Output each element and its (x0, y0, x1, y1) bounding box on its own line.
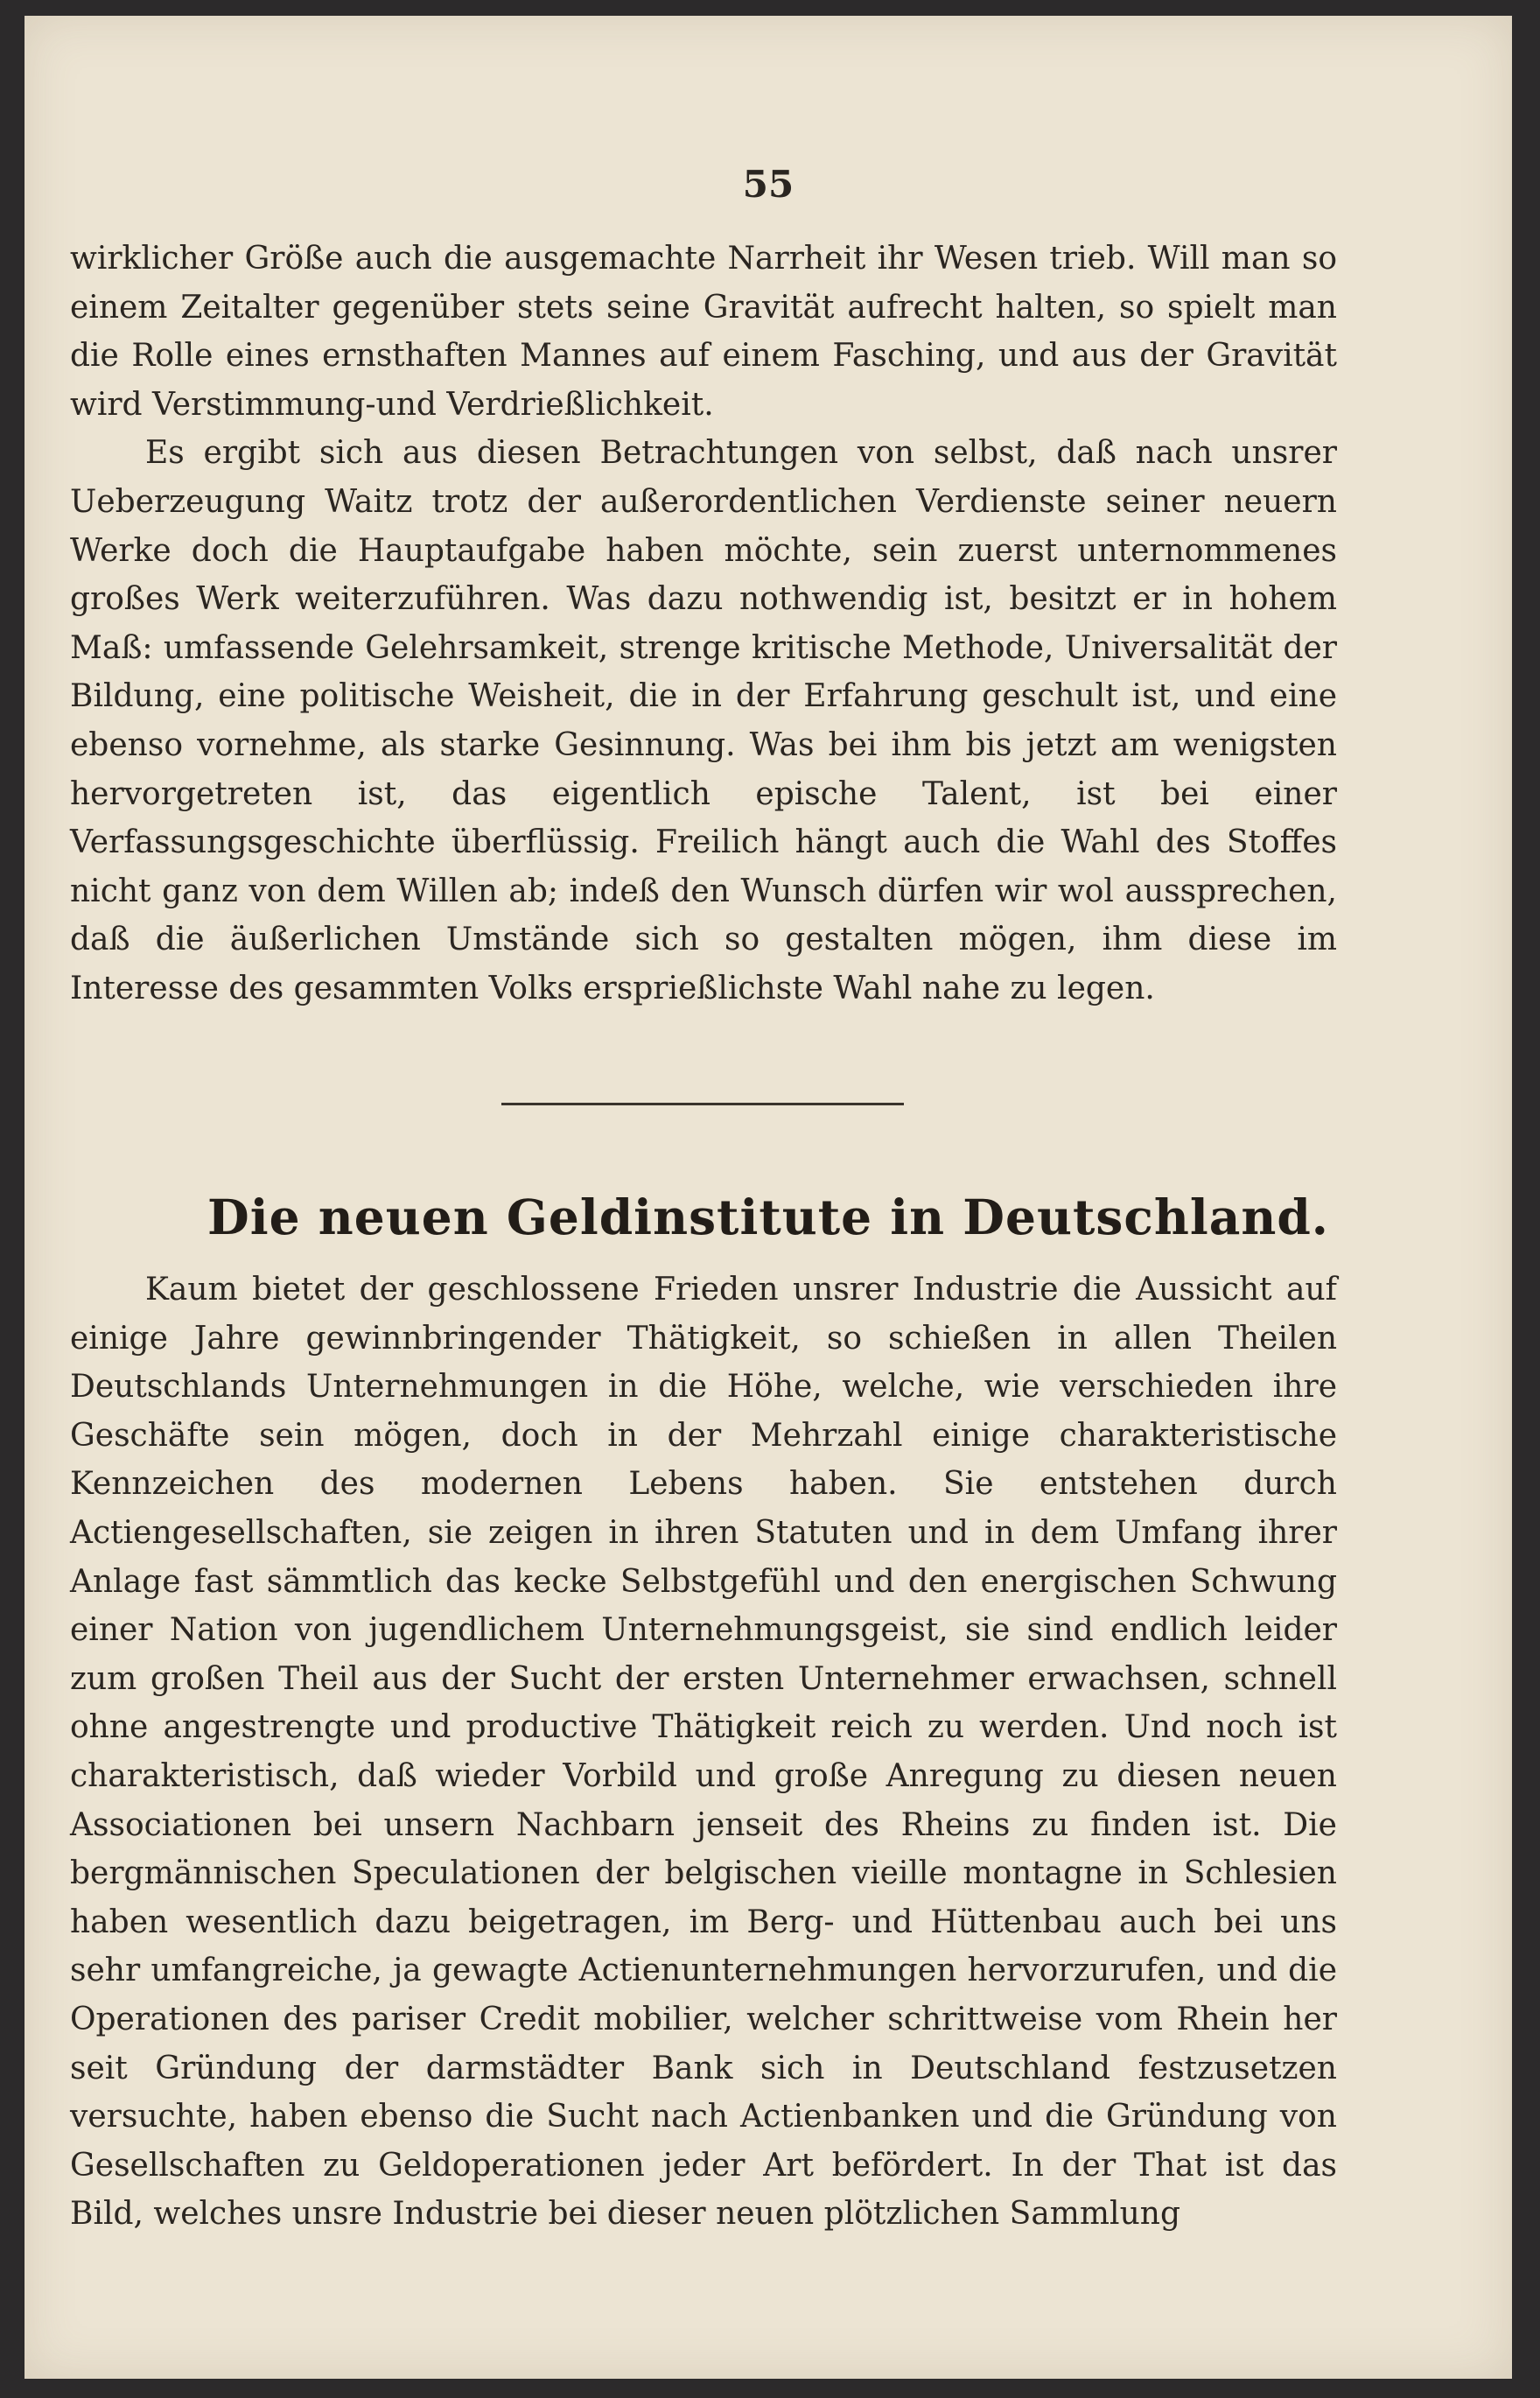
book-page (24, 16, 1512, 2379)
page-number: 55 (742, 163, 794, 206)
paragraph: wirklicher Größe auch die ausgemachte Narrheit ihr Wesen trieb. Will man so einem Zeitalter gegenüber stets seine Gravität aufrecht halten, so spielt man die Rolle eines ernsthaften Mannes auf einem Fasching, und aus der Gravität wird Verstimmung-und Verdrießlichkeit. (70, 241, 1337, 423)
article-continuation (70, 235, 1337, 1013)
article-heading: Die neuen Geldinstitute in Deutschland. (207, 1188, 1329, 1245)
paragraph: Es ergibt sich aus diesen Betrachtungen von selbst, daß nach unsrer Ueberzeugung Waitz trotz der außerordentlichen Verdienste seiner neuern Werke doch die Hauptaufgabe haben möchte, sein zuerst unternommenes großes Werk weiterzuführen. Was dazu nothwendig ist, besitzt er in hohem Maß: umfassende Gelehrsamkeit, strenge kritische Methode, Universalität der Bildung, eine politische Weisheit, die in der Erfahrung geschult ist, und eine ebenso vornehme, als starke Gesinnung. Was bei ihm bis jetzt am wenigsten hervorgetreten ist, das eigentlich epische Talent, ist bei einer Verfassungsgeschichte überflüssig. Freilich hängt auch die Wahl des Stoffes nicht ganz von dem Willen ab; indeß den Wunsch dürfen wir wol aussprechen, daß die äußerlichen Umstände sich so gestalten mögen, ihm diese im Interesse des gesammten Volks ersprießlichste Wahl nahe zu legen. (70, 435, 1337, 1006)
paragraph: Kaum bietet der geschlossene Frieden unsrer Industrie die Aussicht auf einige Jahre gewinnbringender Thätigkeit, so schießen in allen Theilen Deutschlands Unternehmungen in die Höhe, welche, wie verschieden ihre Geschäfte sein mögen, doch in der Mehrzahl einige charakteristische Kennzeichen des modernen Lebens haben. Sie entstehen durch Actiengesellschaften, sie zeigen in ihren Statuten und in dem Umfang ihrer Anlage fast sämmtlich das kecke Selbstgefühl und den energischen Schwung einer Nation von jugendlichem Unternehmungsgeist, sie sind endlich leider zum großen Theil aus der Sucht der ersten Unternehmer erwachsen, schnell ohne angestrengte und productive Thätigkeit reich zu werden. Und noch ist charakteristisch, daß wieder Vorbild und große Anregung zu diesen neuen Associationen bei unsern Nachbarn jenseit des Rheins zu finden ist. Die bergmännischen Speculationen der belgischen vieille montagne in Schlesien haben wesentlich dazu beigetragen, im Berg- und Hüttenbau auch bei uns sehr umfangreiche, ja gewagte Actienunternehmungen hervorzurufen, und die Operationen des pariser Credit mobilier, welcher schrittweise vom Rhein her seit Gründung der darmstädter Bank sich in Deutschland festzusetzen versuchte, haben ebenso die Sucht nach Actienbanken und die Gründung von Gesellschaften zu Geldoperationen jeder Art befördert. In der That ist das Bild, welches unsre Industrie bei dieser neuen plötzlichen Sammlung (70, 1272, 1337, 2233)
section-divider (501, 1103, 904, 1105)
article-body (70, 1266, 1337, 2239)
